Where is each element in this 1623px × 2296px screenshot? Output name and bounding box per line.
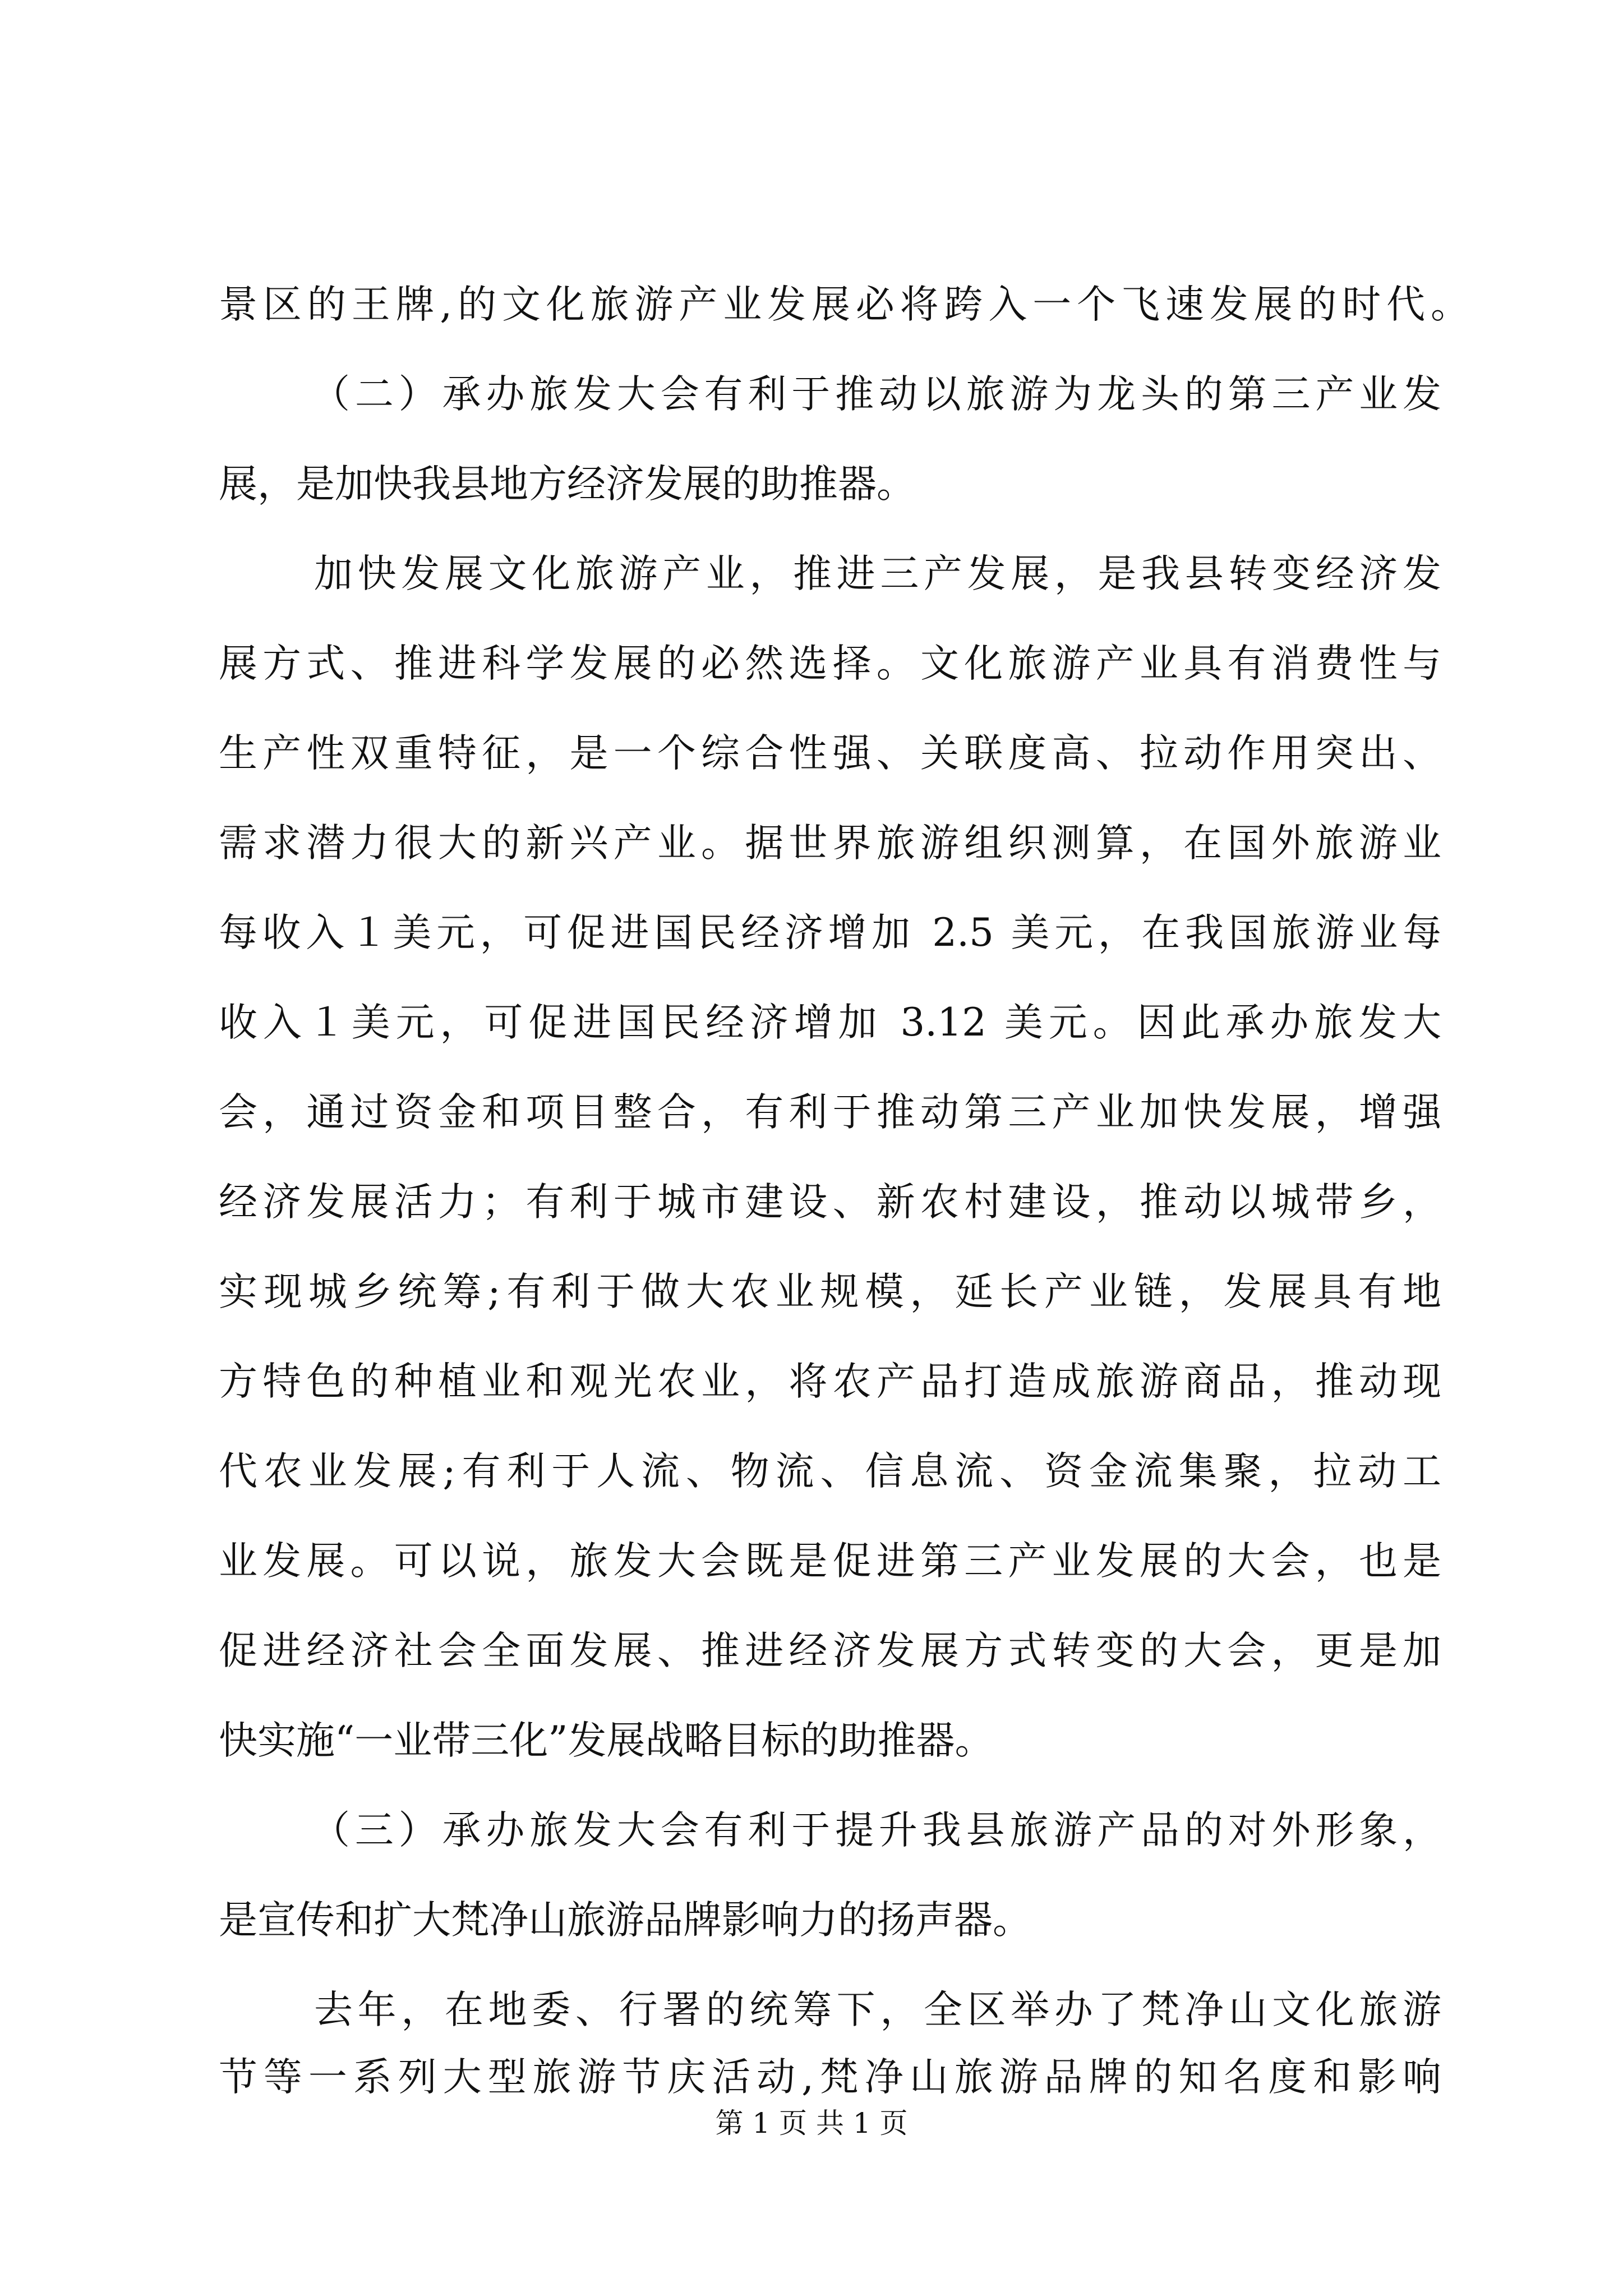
text-line: 业发展。可以说，旅发大会既是促进第三产业发展的大会，也是 (219, 1539, 1441, 1584)
text-line: 收入１美元，可促进国民经济增加 3.12 美元。因此承办旅发大 (219, 1000, 1441, 1045)
text-line: 展方式、推进科学发展的必然选择。文化旅游产业具有消费性与 (219, 641, 1441, 686)
page-footer: 第 1 页 共 1 页 (715, 2107, 908, 2139)
text-line: 实现城乡统筹;有利于做大农业规模，延长产业链，发展具有地 (219, 1269, 1441, 1314)
section-heading: （二）承办旅发大会有利于推动以旅游为龙头的第三产业发 (311, 372, 1441, 417)
paragraph-start: 去年，在地委、行署的统筹下，全区举办了梵净山文化旅游 (314, 1987, 1441, 2032)
text-line: 代农业发展;有利于人流、物流、信息流、资金流集聚，拉动工 (219, 1449, 1441, 1494)
text-line: 会，通过资金和项目整合，有利于推动第三产业加快发展，增强 (219, 1090, 1441, 1135)
text-line: 景区的王牌,的文化旅游产业发展必将跨入一个飞速发展的时代。 (219, 282, 1469, 327)
text-line: 经济发展活力；有利于城市建设、新农村建设，推动以城带乡， (219, 1180, 1441, 1225)
text-line: 生产性双重特征，是一个综合性强、关联度高、拉动作用突出、 (219, 731, 1441, 776)
text-line: 每收入１美元，可促进国民经济增加 2.5 美元，在我国旅游业每 (219, 910, 1441, 955)
text-line: 是宣传和扩大梵净山旅游品牌影响力的扬声器。 (219, 1898, 1031, 1943)
paragraph-start: 加快发展文化旅游产业，推进三产发展，是我县转变经济发 (314, 551, 1441, 596)
text-line: 需求潜力很大的新兴产业。据世界旅游组织测算，在国外旅游业 (219, 821, 1441, 866)
text-line: 节等一系列大型旅游节庆活动,梵净山旅游品牌的知名度和影响 (219, 2055, 1441, 2100)
section-heading: （三）承办旅发大会有利于提升我县旅游产品的对外形象， (311, 1808, 1441, 1853)
text-line: 方特色的种植业和观光农业，将农产品打造成旅游商品，推动现 (219, 1359, 1441, 1404)
text-line: 促进经济社会全面发展、推进经济发展方式转变的大会，更是加 (219, 1628, 1441, 1673)
text-line: 快实施“一业带三化”发展战略目标的助推器。 (219, 1718, 994, 1763)
text-line: 展，是加快我县地方经济发展的助推器。 (219, 462, 915, 507)
